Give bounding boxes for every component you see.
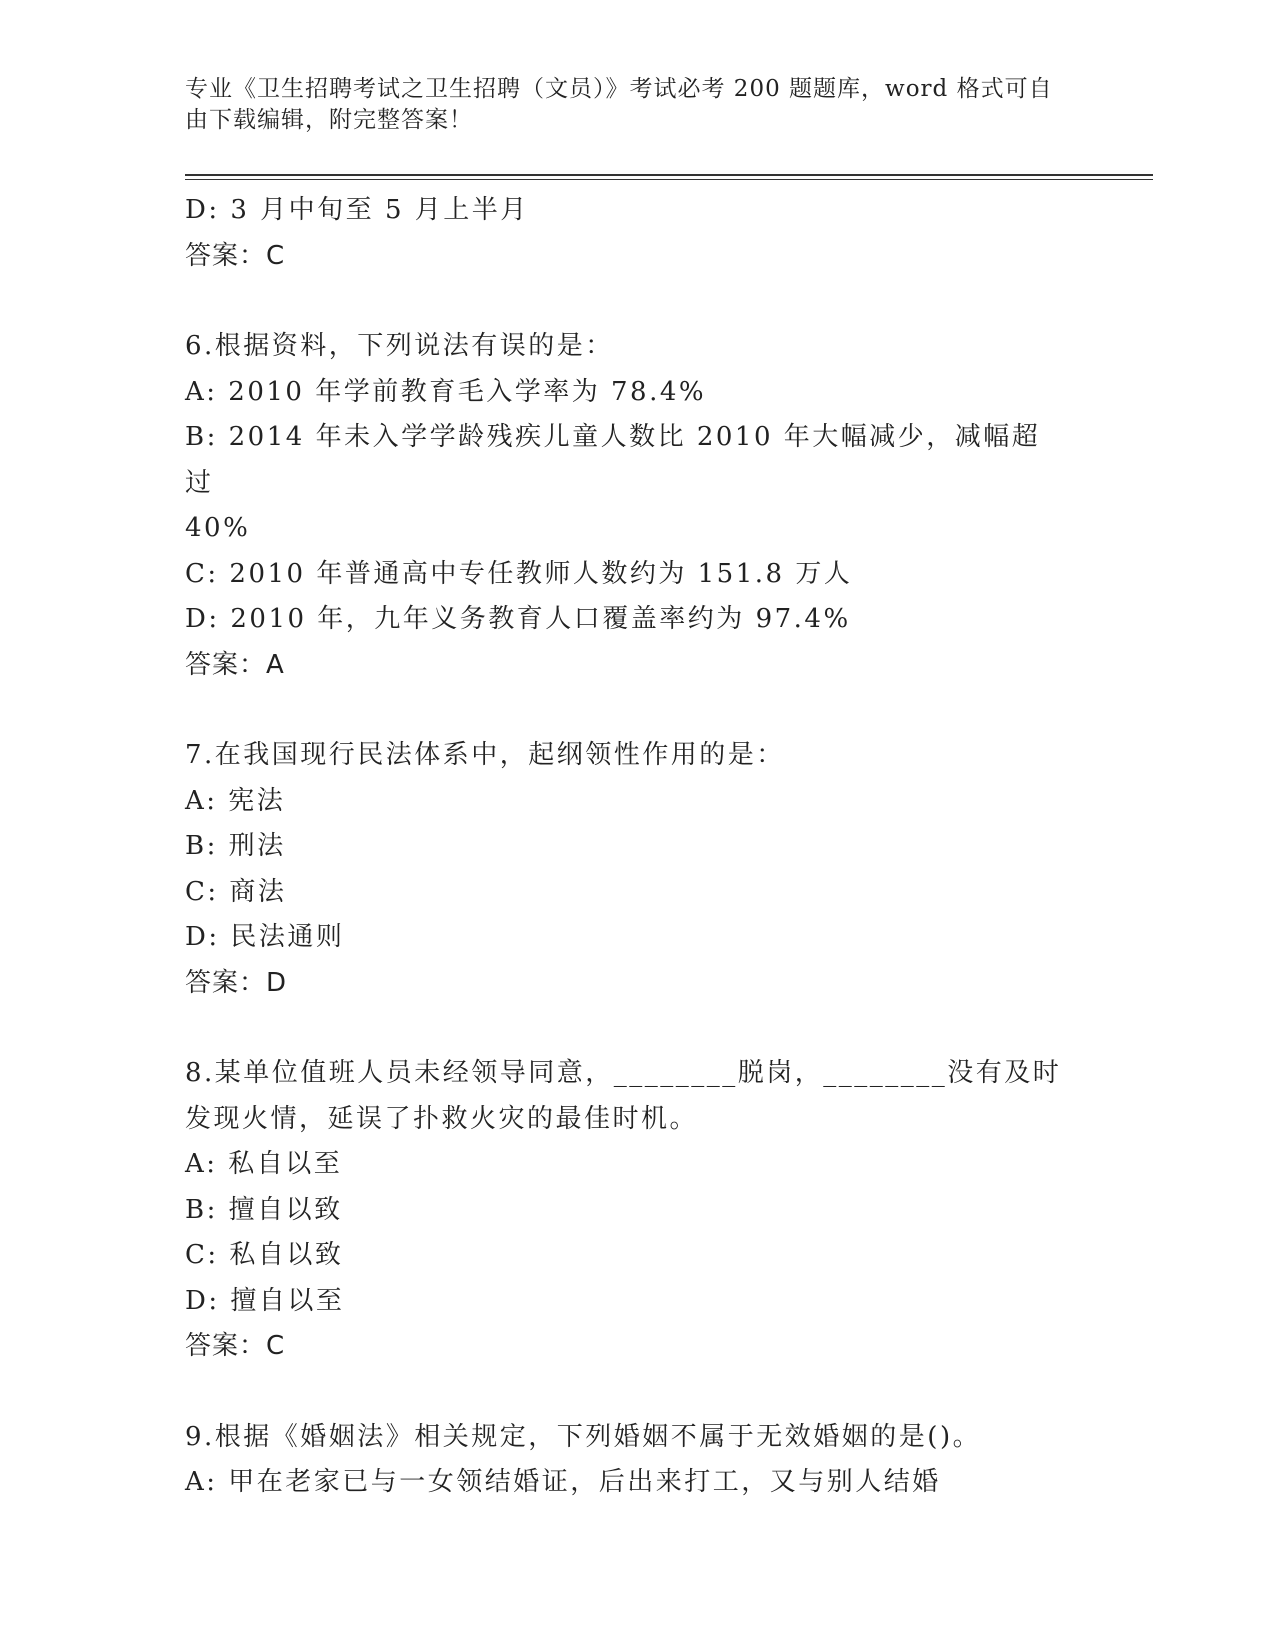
header-line-2: 由下载编辑，附完整答案！ xyxy=(185,107,473,133)
answer-line: 答案：C xyxy=(185,240,286,271)
option-d: D: 擅自以至 xyxy=(185,1285,345,1316)
question-text: 7.在我国现行民法体系中，起纲领性作用的是： xyxy=(185,740,785,770)
option-b-continued: 40% xyxy=(185,513,251,543)
option-b: B: 刑法 xyxy=(185,831,286,861)
option-a: A: 私自以至 xyxy=(185,1149,343,1179)
option-a: A: 甲在老家已与一女领结婚证，后出来打工，又与别人结婚 xyxy=(185,1467,941,1497)
question-6 xyxy=(185,324,1065,688)
header-divider xyxy=(185,174,1153,180)
question-text-continued: 发现火情，延误了扑救火灾的最佳时机。 xyxy=(185,1103,699,1134)
option-b: B: 擅自以致 xyxy=(185,1194,343,1225)
option-b: B: 2014 年未入学学龄残疾儿童人数比 2010 年大幅减少，减幅超过 xyxy=(185,422,1041,498)
question-5-tail xyxy=(185,188,1065,279)
spacer xyxy=(185,688,1065,733)
question-8 xyxy=(185,1051,1065,1370)
option-d: D: 3 月中旬至 5 月上半月 xyxy=(185,195,529,225)
document-header xyxy=(185,74,1065,136)
question-9 xyxy=(185,1415,1065,1506)
spacer xyxy=(185,1006,1065,1051)
answer-line: 答案：D xyxy=(185,967,288,998)
answer-line: 答案：A xyxy=(185,649,285,680)
document-body xyxy=(185,188,1065,1506)
question-text: 9.根据《婚姻法》相关规定，下列婚姻不属于无效婚姻的是()。 xyxy=(185,1421,982,1452)
option-d: D: 2010 年，九年义务教育人口覆盖率约为 97.4% xyxy=(185,604,851,634)
answer-line: 答案：C xyxy=(185,1331,286,1361)
option-c: C: 私自以致 xyxy=(185,1240,344,1270)
question-text: 6.根据资料，下列说法有误的是： xyxy=(185,331,614,361)
question-7 xyxy=(185,733,1065,1006)
option-a: A: 宪法 xyxy=(185,785,286,816)
spacer xyxy=(185,1370,1065,1415)
question-text: 8.某单位值班人员未经领导同意，________脱岗，________没有及时 xyxy=(185,1058,1062,1088)
option-c: C: 商法 xyxy=(185,876,287,907)
option-d: D: 民法通则 xyxy=(185,922,345,952)
header-line-1: 专业《卫生招聘考试之卫生招聘（文员）》考试必考 200 题题库，word 格式可自 xyxy=(185,76,1053,102)
option-a: A: 2010 年学前教育毛入学率为 78.4% xyxy=(185,376,707,407)
spacer xyxy=(185,279,1065,324)
option-c: C: 2010 年普通高中专任教师人数约为 151.8 万人 xyxy=(185,558,853,589)
